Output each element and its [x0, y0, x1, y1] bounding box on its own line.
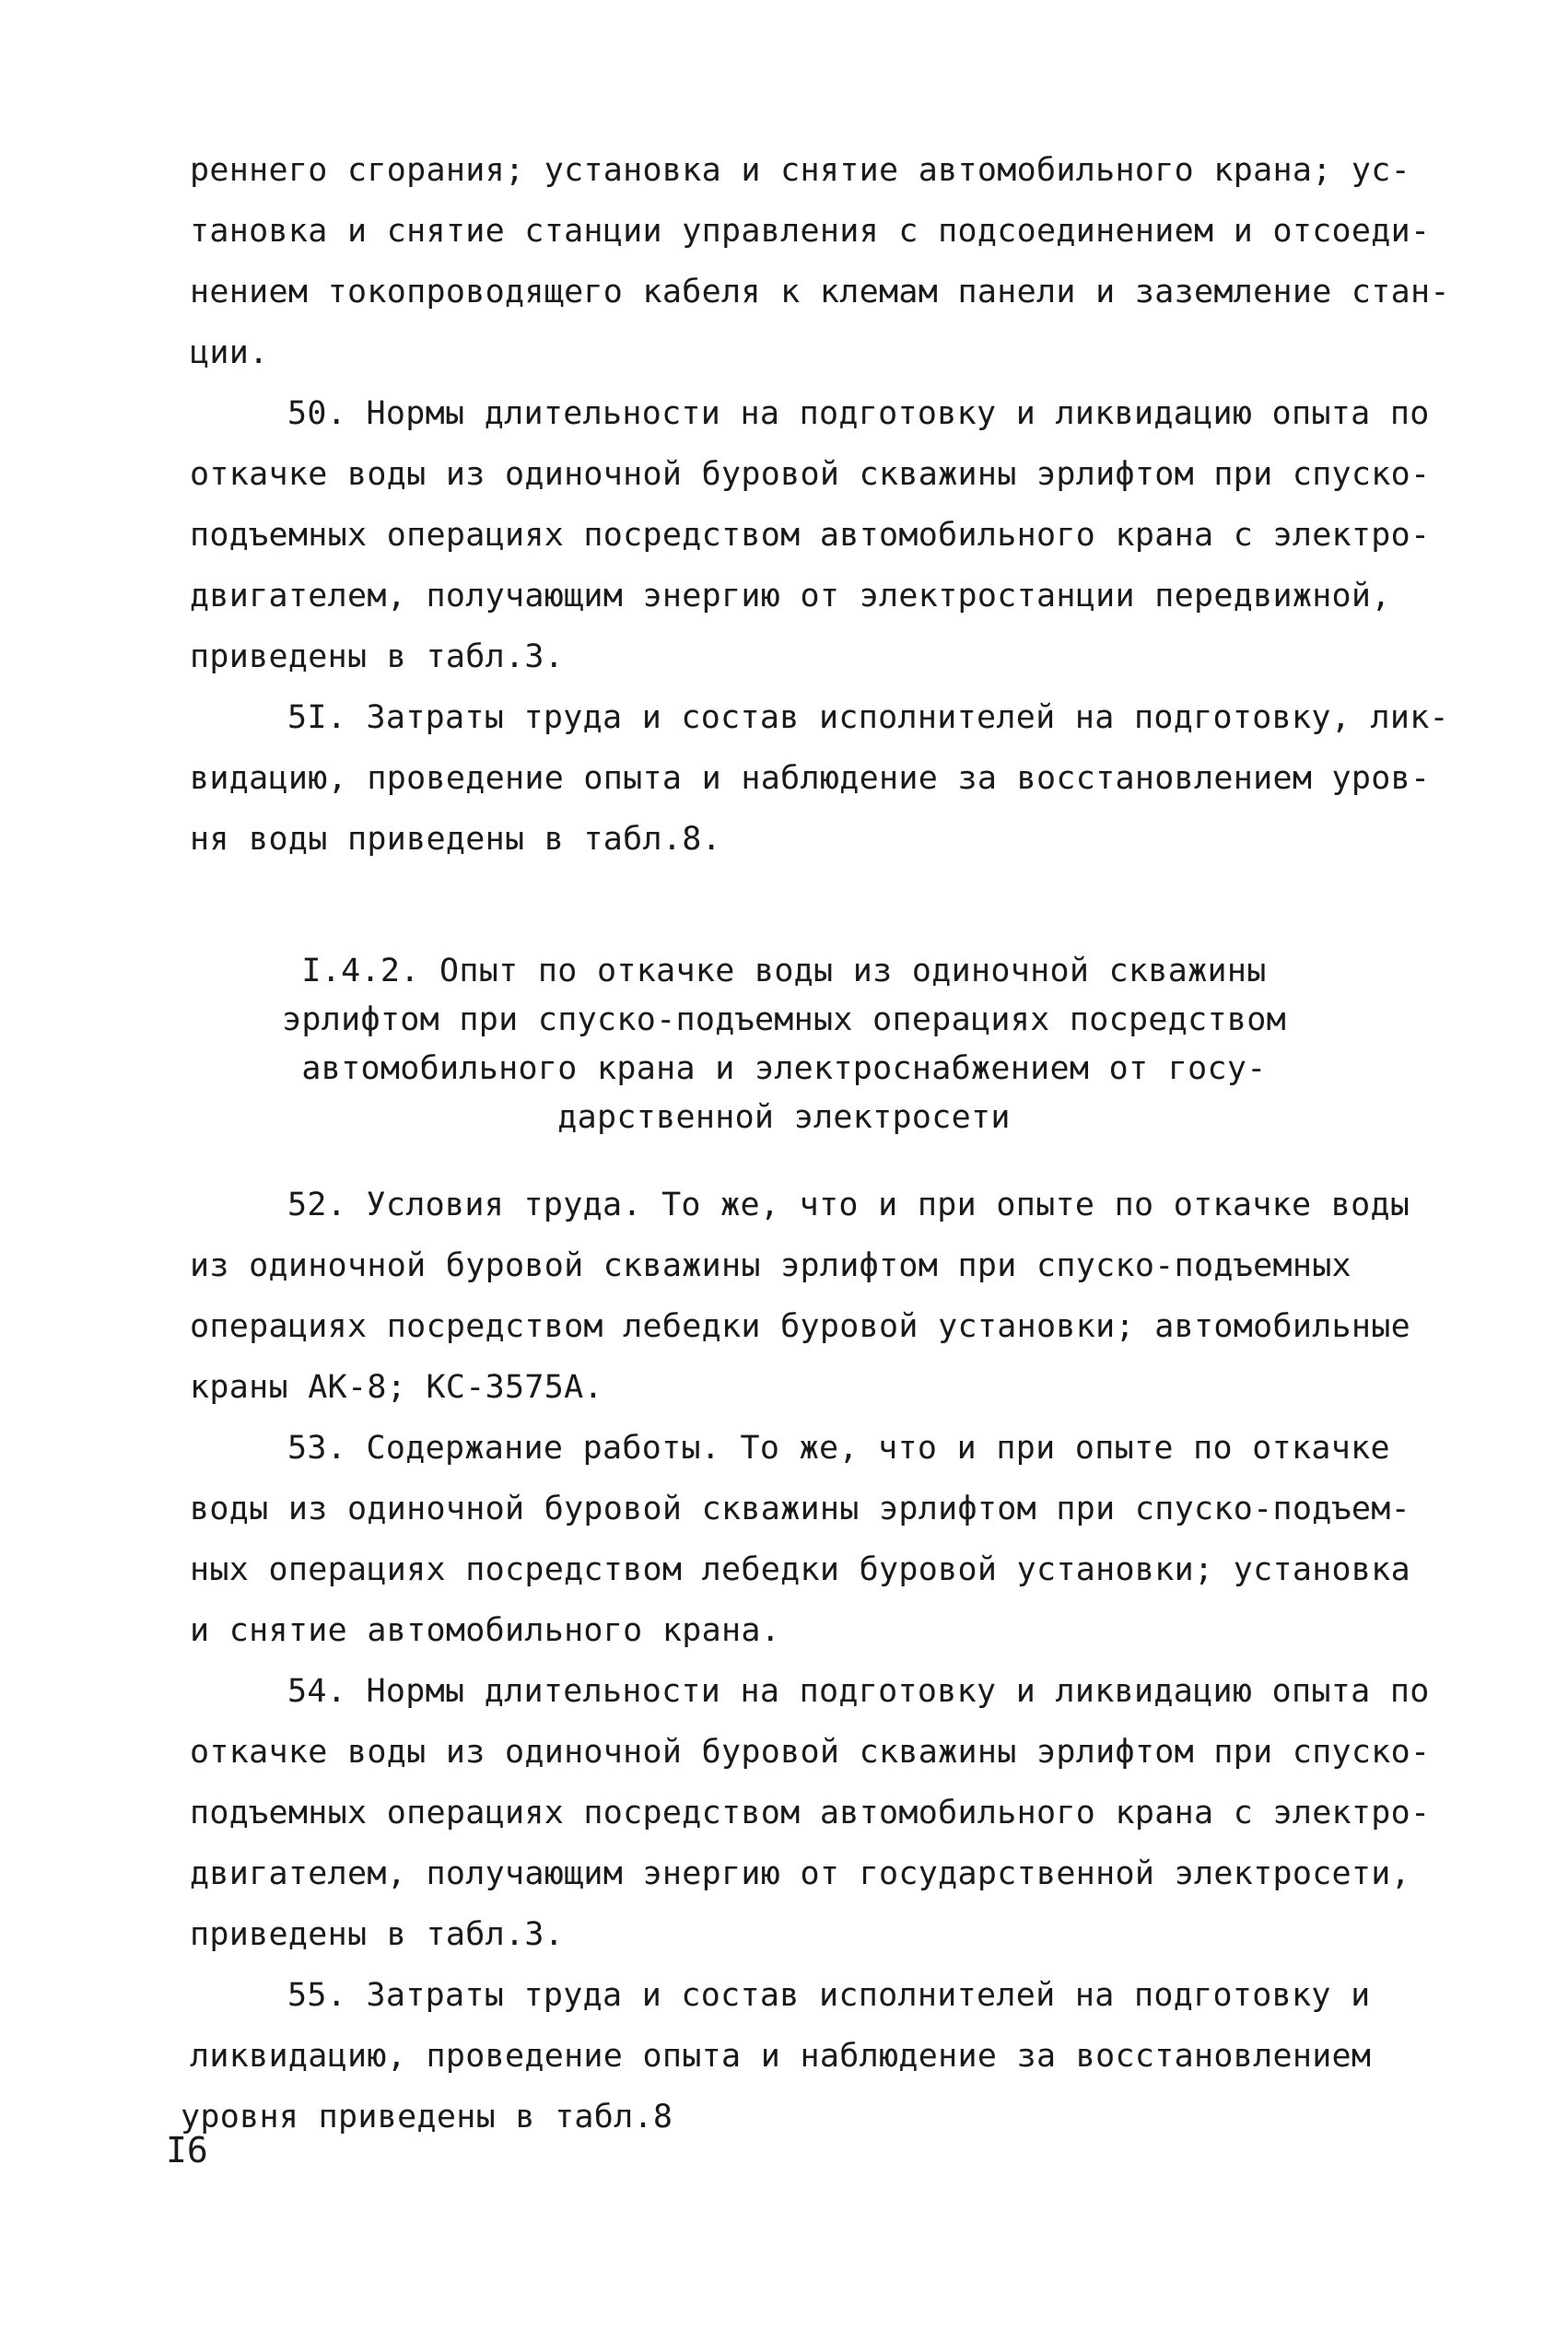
text-line: и снятие автомобильного крана.: [190, 1612, 781, 1649]
heading-line: эрлифтом при спуско-подъемных операциях посредством: [282, 1001, 1286, 1038]
text-line: 52. Условия труда. То же, что и при опыте по откачке воды: [287, 1187, 1410, 1223]
text-line: нением токопроводящего кабеля к клемам панели и заземление стан-: [190, 274, 1450, 310]
text-line: 53. Содержание работы. То же, что и при опыте по откачке: [287, 1430, 1390, 1467]
text-line: ликвидацию, проведение опыта и наблюдение за восстановлением: [190, 2038, 1372, 2075]
text-line: 54. Нормы длительности на подготовку и ликвидацию опыта по: [287, 1673, 1430, 1710]
text-line: приведены в табл.3.: [190, 638, 565, 675]
text-line: реннего сгорания; установка и снятие автомобильного крана; ус-: [190, 152, 1411, 189]
text-line: подъемных операциях посредством автомобильного крана с электро-: [190, 517, 1431, 554]
text-line: тановка и снятие станции управления с подсоединением и отсоеди-: [190, 213, 1431, 250]
text-line: операциях посредством лебедки буровой установки; автомобильные: [190, 1308, 1411, 1345]
text-line: ных операциях посредством лебедки буровой установки; установка: [190, 1551, 1411, 1588]
page-number: I6: [166, 2130, 208, 2170]
text-line: 55. Затраты труда и состав исполнителей на подготовку и: [287, 1977, 1371, 2014]
text-line: 50. Нормы длительности на подготовку и ликвидацию опыта по: [287, 395, 1430, 432]
text-line: видацию, проведение опыта и наблюдение за восстановлением уров-: [190, 760, 1431, 797]
heading-line: I.4.2. Опыт по откачке воды из одиночной скважины: [301, 953, 1267, 989]
text-line: из одиночной буровой скважины эрлифтом при спуско-подъемных: [190, 1247, 1352, 1284]
text-line: двигателем, получающим энергию от государственной электросети,: [190, 1855, 1411, 1892]
text-line: откачке воды из одиночной буровой скважины эрлифтом при спуско-: [190, 456, 1431, 493]
text-line: подъемных операциях посредством автомобильного крана с электро-: [190, 1795, 1431, 1831]
heading-line: дарственной электросети: [557, 1099, 1011, 1136]
text-line: 5I. Затраты труда и состав исполнителей на подготовку, лик-: [287, 699, 1449, 736]
text-line: воды из одиночной буровой скважины эрлифтом при спуско-подъем-: [190, 1491, 1411, 1527]
text-line: ня воды приведены в табл.8.: [190, 821, 722, 858]
text-line: краны АК-8; КС-3575А.: [190, 1369, 603, 1406]
text-line: откачке воды из одиночной буровой скважины эрлифтом при спуско-: [190, 1734, 1431, 1771]
text-line: уровня приведены в табл.8: [181, 2099, 673, 2135]
text-line: двигателем, получающим энергию от электростанции передвижной,: [190, 578, 1391, 614]
text-line: ции.: [190, 334, 269, 371]
text-line: приведены в табл.3.: [190, 1916, 565, 1953]
heading-line: автомобильного крана и электроснабжением от госу-: [301, 1050, 1267, 1087]
